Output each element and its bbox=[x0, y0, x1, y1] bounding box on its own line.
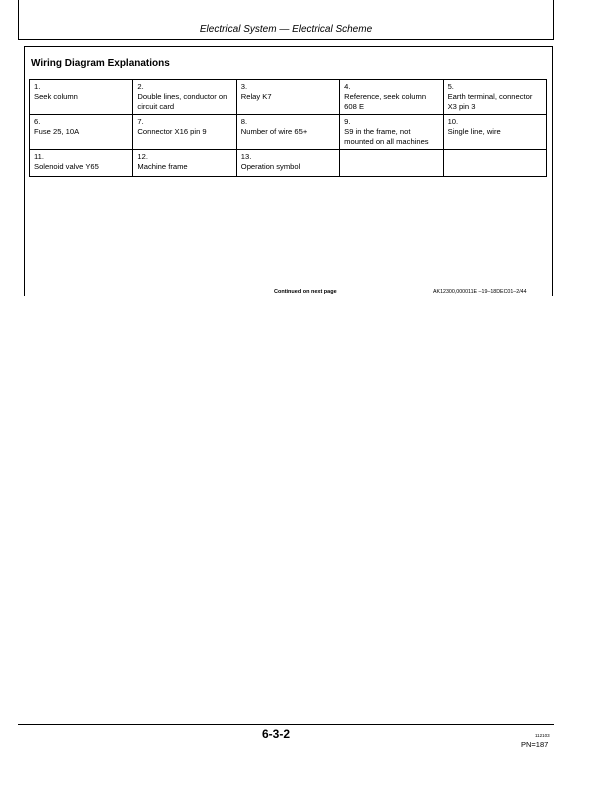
page-header-title: Electrical System — Electrical Scheme bbox=[199, 24, 373, 35]
document-code: AK12300,000011E –19–18DEC01–2/44 bbox=[433, 289, 527, 295]
table-cell bbox=[236, 150, 339, 177]
table-cell bbox=[30, 80, 133, 115]
table-cell-empty bbox=[340, 150, 443, 177]
item-number: 8. bbox=[240, 117, 248, 126]
table-row bbox=[30, 80, 547, 115]
table-cell bbox=[443, 80, 546, 115]
footer-rule bbox=[18, 724, 554, 725]
item-number: 9. bbox=[344, 117, 351, 126]
table-cell bbox=[30, 150, 133, 177]
item-number: 6. bbox=[34, 117, 41, 126]
item-text: Relay K7 bbox=[240, 92, 272, 101]
table-cell bbox=[133, 115, 236, 150]
item-text: S9 in the frame, not mounted on all machines bbox=[344, 127, 429, 146]
item-text: Seek column bbox=[34, 92, 78, 101]
item-number: 12. bbox=[137, 152, 148, 161]
item-text: Fuse 25, 10A bbox=[34, 127, 80, 136]
item-text: Earth terminal, connector X3 pin 3 bbox=[447, 92, 533, 111]
table-cell bbox=[133, 80, 236, 115]
item-number: 13. bbox=[240, 152, 252, 161]
table-row bbox=[30, 115, 547, 150]
table-cell bbox=[443, 115, 546, 150]
item-text: Number of wire 65+ bbox=[240, 127, 308, 136]
item-text: Operation symbol bbox=[240, 162, 301, 171]
item-number: 10. bbox=[447, 117, 459, 126]
table-cell bbox=[340, 115, 443, 150]
header-rule bbox=[18, 39, 554, 40]
item-text: Reference, seek column 608 E bbox=[344, 92, 427, 111]
table-cell bbox=[236, 80, 339, 115]
table-cell bbox=[133, 150, 236, 177]
item-number: 5. bbox=[447, 82, 454, 91]
item-number: 3. bbox=[240, 82, 248, 91]
table-cell bbox=[30, 115, 133, 150]
revision-code: 112103 bbox=[535, 733, 550, 738]
item-text: Machine frame bbox=[137, 162, 188, 171]
item-number: 1. bbox=[34, 82, 41, 91]
item-number: 11. bbox=[34, 152, 44, 161]
continued-note: Continued on next page bbox=[274, 289, 337, 295]
item-number: 2. bbox=[137, 82, 144, 91]
table-row bbox=[30, 150, 547, 177]
pn-number: PN=187 bbox=[521, 740, 549, 749]
table-cell bbox=[236, 115, 339, 150]
item-text: Single line, wire bbox=[447, 127, 501, 136]
item-text: Connector X16 pin 9 bbox=[137, 127, 207, 136]
item-text: Solenoid valve Y65 bbox=[34, 162, 99, 171]
section-title: Wiring Diagram Explanations bbox=[31, 58, 170, 69]
table-cell bbox=[340, 80, 443, 115]
item-text: Double lines, conductor on circuit card bbox=[137, 92, 228, 111]
item-number: 4. bbox=[344, 82, 351, 91]
explanations-box bbox=[24, 46, 553, 296]
item-number: 7. bbox=[137, 117, 144, 126]
table-cell-empty bbox=[443, 150, 546, 177]
explanations-table bbox=[29, 79, 547, 177]
page-number: 6-3-2 bbox=[262, 727, 291, 741]
